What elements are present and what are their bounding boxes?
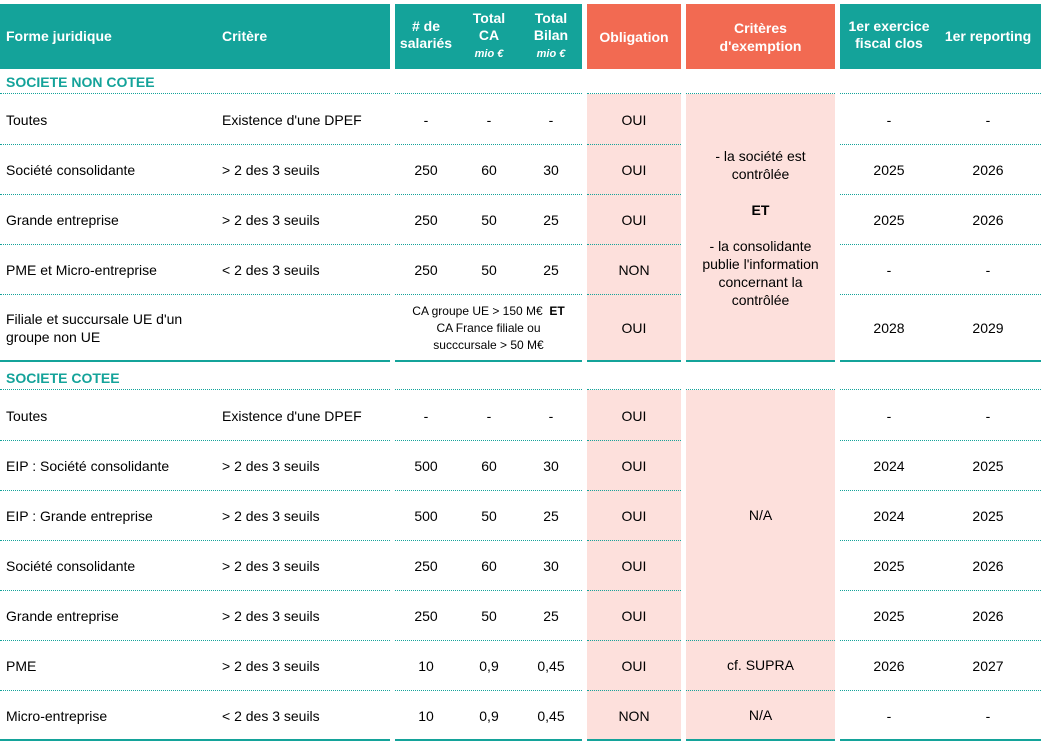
cotee-cell-ca: 60 bbox=[481, 558, 497, 574]
header-exemption-l1: Critères bbox=[734, 19, 787, 36]
non-cotee-cell-exercice: 2025 bbox=[873, 162, 905, 178]
section-divider bbox=[0, 360, 390, 362]
cotee-cell-ca: 60 bbox=[481, 458, 497, 474]
cotee-cell-bilan: 25 bbox=[543, 608, 559, 624]
cotee-cell-obligation: OUI bbox=[621, 558, 647, 574]
cotee-cell-exercice: 2024 bbox=[873, 508, 905, 524]
header-exercice-l1: 1er exercice bbox=[848, 18, 930, 34]
section-cotee: SOCIETE COTEE bbox=[6, 370, 120, 386]
row-divider bbox=[686, 93, 835, 94]
cotee-cell-salaries: 500 bbox=[414, 508, 438, 524]
non-cotee-cell-critere: > 2 des 3 seuils bbox=[222, 212, 320, 228]
cotee-cell-salaries: 10 bbox=[418, 658, 434, 674]
row-divider bbox=[587, 93, 681, 94]
cotee-cell-obligation: OUI bbox=[621, 508, 647, 524]
cotee-cell-forme: EIP : Société consolidante bbox=[6, 458, 170, 474]
header-salaries-l1: # de bbox=[411, 18, 440, 34]
section-divider bbox=[395, 360, 582, 362]
section-divider bbox=[587, 360, 681, 362]
non-cotee-cell-obligation: NON bbox=[618, 262, 650, 278]
header-exercice-l2: fiscal clos bbox=[855, 35, 923, 51]
row-divider bbox=[395, 389, 582, 390]
exemption-nc-l6: contrôlée bbox=[731, 292, 790, 308]
non-cotee-cell-bilan: 25 bbox=[543, 212, 559, 228]
cotee-cell-salaries: 500 bbox=[414, 458, 438, 474]
non-cotee-cell-obligation: OUI bbox=[621, 162, 647, 178]
non-cotee-cell-reporting: 2026 bbox=[972, 162, 1004, 178]
header-exercice-label bbox=[840, 18, 938, 52]
header-ca-unit: mio € bbox=[474, 48, 504, 60]
cotee-cell-critere: Existence d'une DPEF bbox=[222, 408, 362, 424]
header-forme-label: Forme juridique bbox=[6, 28, 112, 44]
cotee-cell-reporting: 2027 bbox=[972, 658, 1004, 674]
header-obligation-label: Obligation bbox=[599, 28, 669, 45]
exemption-cotee-micro: N/A bbox=[748, 707, 773, 723]
cotee-cell-bilan: 0,45 bbox=[537, 658, 565, 674]
filiale-seuil-l3: succcursale > 50 M€ bbox=[433, 337, 544, 352]
row-divider bbox=[0, 389, 390, 390]
section-divider bbox=[686, 360, 835, 362]
section-non-cotee: SOCIETE NON COTEE bbox=[6, 74, 155, 90]
cotee-cell-critere: > 2 des 3 seuils bbox=[222, 458, 320, 474]
filiale-reporting: 2029 bbox=[972, 320, 1004, 336]
header-ca-label bbox=[460, 10, 518, 63]
non-cotee-cell-forme: Grande entreprise bbox=[6, 212, 119, 228]
cotee-cell-obligation: OUI bbox=[621, 608, 647, 624]
header-exemption-l2: d'exemption bbox=[719, 37, 802, 54]
row-divider bbox=[395, 93, 582, 94]
cotee-cell-exercice: - bbox=[886, 708, 892, 724]
cotee-cell-salaries: 10 bbox=[418, 708, 434, 724]
non-cotee-cell-ca: 60 bbox=[481, 162, 497, 178]
non-cotee-cell-critere: < 2 des 3 seuils bbox=[222, 262, 320, 278]
non-cotee-cell-reporting: 2026 bbox=[972, 212, 1004, 228]
non-cotee-cell-salaries: 250 bbox=[414, 162, 438, 178]
header-salaries-label bbox=[396, 18, 456, 52]
non-cotee-cell-obligation: OUI bbox=[621, 112, 647, 128]
header-ca-l1: Total bbox=[472, 10, 506, 26]
cotee-cell-obligation: NON bbox=[618, 708, 650, 724]
cotee-cell-exercice: 2024 bbox=[873, 458, 905, 474]
filiale-forme-l2: groupe non UE bbox=[6, 329, 101, 345]
non-cotee-cell-exercice: - bbox=[886, 262, 892, 278]
header-ca-l2: CA bbox=[478, 27, 500, 43]
exemption-nc-l5: concernant la bbox=[718, 274, 803, 290]
header-bilan-l1: Total bbox=[534, 10, 568, 26]
cotee-cell-ca: 50 bbox=[481, 508, 497, 524]
non-cotee-cell-bilan: 30 bbox=[543, 162, 559, 178]
cotee-cell-ca: 0,9 bbox=[479, 708, 499, 724]
non-cotee-cell-ca: 50 bbox=[481, 212, 497, 228]
cotee-cell-bilan: 0,45 bbox=[537, 708, 565, 724]
non-cotee-cell-obligation: OUI bbox=[621, 212, 647, 228]
header-bilan-label bbox=[522, 10, 580, 63]
cotee-cell-critere: > 2 des 3 seuils bbox=[222, 508, 320, 524]
cotee-cell-exercice: - bbox=[886, 408, 892, 424]
cotee-cell-critere: > 2 des 3 seuils bbox=[222, 558, 320, 574]
row-divider bbox=[686, 389, 835, 390]
header-obligation bbox=[587, 4, 681, 69]
cotee-cell-critere: > 2 des 3 seuils bbox=[222, 658, 320, 674]
cotee-cell-forme: Grande entreprise bbox=[6, 608, 119, 624]
cotee-cell-exercice: 2025 bbox=[873, 608, 905, 624]
cotee-cell-exercice: 2025 bbox=[873, 558, 905, 574]
cotee-cell-bilan: 30 bbox=[543, 458, 559, 474]
header-critere-label: Critère bbox=[222, 28, 268, 44]
non-cotee-cell-ca: - bbox=[486, 112, 492, 128]
cotee-cell-exercice: 2026 bbox=[873, 658, 905, 674]
cotee-cell-reporting: 2025 bbox=[972, 458, 1004, 474]
exemption-nc-et: ET bbox=[751, 202, 770, 218]
cotee-cell-forme: PME bbox=[6, 658, 37, 674]
cotee-cell-bilan: 25 bbox=[543, 508, 559, 524]
filiale-obligation: OUI bbox=[621, 320, 647, 336]
non-cotee-cell-reporting: - bbox=[985, 262, 991, 278]
non-cotee-cell-salaries: - bbox=[423, 112, 429, 128]
cotee-cell-salaries: 250 bbox=[414, 608, 438, 624]
exemption-non-cotee-text bbox=[686, 147, 835, 309]
header-reporting-label: 1er reporting bbox=[944, 28, 1032, 44]
cotee-cell-forme: Société consolidante bbox=[6, 558, 136, 574]
cotee-cell-obligation: OUI bbox=[621, 408, 647, 424]
non-cotee-cell-forme: Toutes bbox=[6, 112, 48, 128]
cotee-cell-ca: - bbox=[486, 408, 492, 424]
row-divider bbox=[587, 389, 681, 390]
cotee-cell-bilan: - bbox=[548, 408, 554, 424]
header-exemption bbox=[686, 4, 835, 69]
cotee-cell-critere: < 2 des 3 seuils bbox=[222, 708, 320, 724]
filiale-seuils bbox=[395, 296, 582, 360]
non-cotee-cell-bilan: 25 bbox=[543, 262, 559, 278]
header-exemption-label bbox=[720, 19, 802, 55]
cotee-cell-forme: EIP : Grande entreprise bbox=[6, 508, 153, 524]
non-cotee-cell-exercice: 2025 bbox=[873, 212, 905, 228]
row-divider bbox=[0, 93, 390, 94]
filiale-seuil-l2: CA France filiale ou bbox=[436, 320, 541, 335]
exemption-cotee-merged: N/A bbox=[748, 507, 773, 523]
filiale-seuil-et: ET bbox=[549, 303, 565, 318]
cotee-cell-bilan: 30 bbox=[543, 558, 559, 574]
cotee-cell-forme: Micro-entreprise bbox=[6, 708, 108, 724]
row-divider bbox=[840, 93, 1041, 94]
non-cotee-cell-ca: 50 bbox=[481, 262, 497, 278]
non-cotee-cell-bilan: - bbox=[548, 112, 554, 128]
filiale-seuil-l1: CA groupe UE > 150 M€ bbox=[412, 303, 543, 318]
non-cotee-cell-forme: Société consolidante bbox=[6, 162, 136, 178]
cotee-cell-reporting: 2025 bbox=[972, 508, 1004, 524]
cotee-cell-reporting: - bbox=[985, 408, 991, 424]
exemption-nc-l3: - la consolidante bbox=[709, 238, 812, 254]
filiale-exercice: 2028 bbox=[873, 320, 905, 336]
row-divider bbox=[840, 389, 1041, 390]
exemption-nc-l4: publie l'information bbox=[702, 256, 819, 272]
filiale-forme bbox=[6, 296, 216, 360]
non-cotee-cell-critere: > 2 des 3 seuils bbox=[222, 162, 320, 178]
non-cotee-cell-salaries: 250 bbox=[414, 212, 438, 228]
exemption-nc-l1: - la société est bbox=[715, 148, 806, 164]
section-divider bbox=[840, 360, 1041, 362]
cotee-cell-ca: 0,9 bbox=[479, 658, 499, 674]
exemption-nc-l2: contrôlée bbox=[731, 166, 790, 182]
cotee-cell-reporting: - bbox=[985, 708, 991, 724]
cotee-cell-reporting: 2026 bbox=[972, 558, 1004, 574]
cotee-cell-forme: Toutes bbox=[6, 408, 48, 424]
cotee-cell-salaries: 250 bbox=[414, 558, 438, 574]
non-cotee-cell-reporting: - bbox=[985, 112, 991, 128]
non-cotee-cell-salaries: 250 bbox=[414, 262, 438, 278]
non-cotee-cell-exercice: - bbox=[886, 112, 892, 128]
header-salaries-l2: salariés bbox=[399, 35, 453, 51]
exemption-cotee-pme: cf. SUPRA bbox=[727, 657, 794, 673]
header-bilan-l2: Bilan bbox=[533, 27, 569, 43]
non-cotee-cell-critere: Existence d'une DPEF bbox=[222, 112, 362, 128]
cotee-cell-obligation: OUI bbox=[621, 458, 647, 474]
cotee-cell-salaries: - bbox=[423, 408, 429, 424]
header-bilan-unit: mio € bbox=[536, 48, 566, 60]
filiale-forme-l1: Filiale et succursale UE d'un bbox=[6, 311, 183, 327]
cotee-cell-ca: 50 bbox=[481, 608, 497, 624]
cotee-cell-critere: > 2 des 3 seuils bbox=[222, 608, 320, 624]
non-cotee-cell-forme: PME et Micro-entreprise bbox=[6, 262, 157, 278]
cotee-cell-reporting: 2026 bbox=[972, 608, 1004, 624]
cotee-cell-obligation: OUI bbox=[621, 658, 647, 674]
